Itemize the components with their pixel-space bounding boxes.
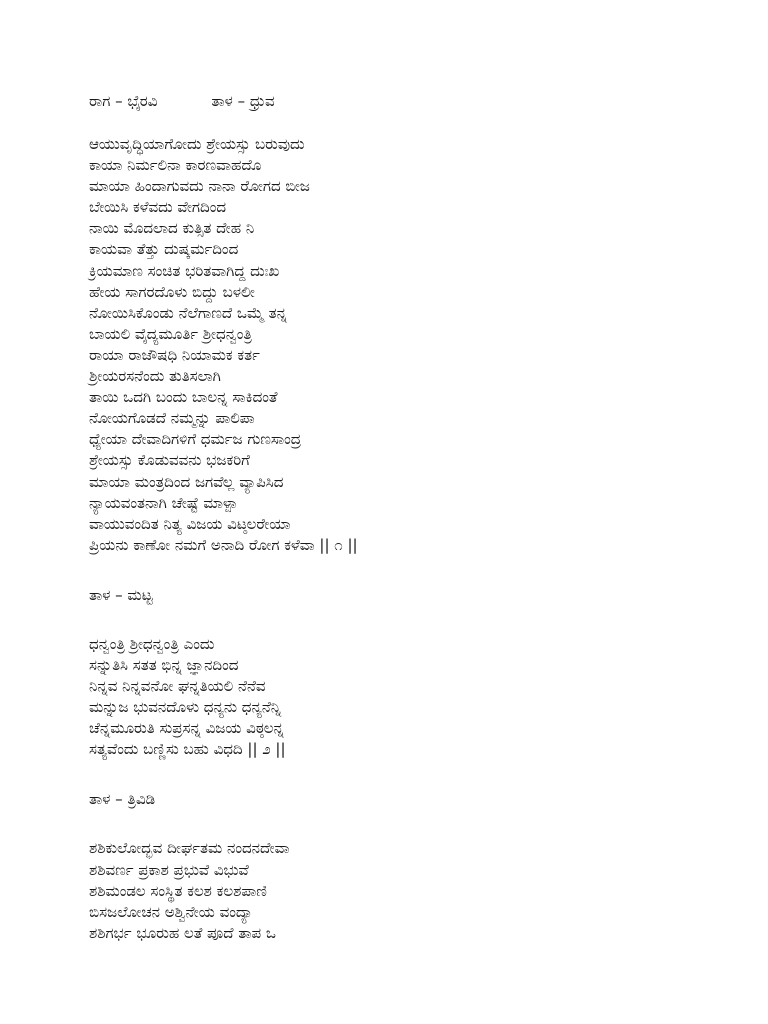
verse-line: ಕಾಯವಾ ತೆತ್ತು ದುಷ್ಕರ್ಮದಿಂದ [89,240,239,259]
section-heading-tala-trivida: ತಾಳ – ತ್ರಿವಿಡಿ [89,790,156,809]
verse-line: ಮಾಯಾ ಮಂತ್ರದಿಂದ ಜಗವೆಲ್ಲ ವ್ಯಾಪಿಸಿದ [89,472,284,491]
verse-line: ಮನ್ನುಜ ಭುವನದೊಳು ಧನ್ಯನು ಧನ್ಯನೆನ್ನಿ [89,698,282,717]
verse-line: ಬಾಯಲಿ ವೈದ್ಯಮೂರ್ತಿ ಶ್ರೀಧನ್ವಂತ್ರಿ [89,324,252,343]
verse-line: ಬೇಯಿಸಿ ಕಳೆವದು ವೇಗದಿಂದ [89,198,227,217]
verse-line: ವಾಯುವಂದಿತ ನಿತ್ಯ ವಿಜಯ ವಿಟ್ಠಲರೇಯಾ [89,514,291,533]
verse-section-2 [89,634,749,761]
verse-line: ಶಶಿಗರ್ಭ ಭೂರುಹ ಲತೆ ಪೂದೆ ತಾಪ ಒ [89,923,276,942]
verse-line: ನ್ಯಾಯವಂತನಾಗಿ ಚೇಷ್ಟೆ ಮಾಳ್ಪಾ [89,493,238,512]
verse-line: ಶ್ರೇಯಸ್ಸು ಕೊಡುವವನು ಭಜಕರಿಗೆ [89,451,250,470]
verse-line: ಧ್ಯೇಯಾ ದೇವಾದಿಗಳಿಗೆ ಧರ್ಮಜ ಗುಣಸಾಂದ್ರ [89,430,302,449]
verse-line: ಚೆನ್ನಮೂರುತಿ ಸುಪ್ರಸನ್ನ ವಿಜಯ ವಿಠ್ಠಲನ್ನ [89,719,284,738]
verse-line: ಪ್ರಿಯನು ಕಾಣೋ ನಮಗೆ ಅನಾದಿ ರೋಗ ಕಳೆವಾ || ೧ || [89,535,358,554]
verse-line: ಸನ್ನುತಿಸಿ ಸತತ ಭಿನ್ನ ಜ್ಞಾನದಿಂದ [89,655,239,674]
raga-label: ರಾಗ – ಭೈರವಿ [89,92,158,110]
verse-line: ಆಯುವೃದ್ಧಿಯಾಗೋದು ಶ್ರೇಯಸ್ಸು ಬರುವುದು [89,135,305,153]
document-page [89,90,749,944]
verse-section-3 [89,838,749,943]
verse-line: ಶಶಿಮಂಡಲ ಸಂಸ್ಥಿತ ಕಲಶ ಕಲಶಪಾಣಿ [89,881,267,900]
verse-line: ಶಶಿವರ್ಣ ಪ್ರಕಾಶ ಪ್ರಭುವೆ ವಿಭುವೆ [89,860,249,879]
verse-line: ಬಿಸಜಲೋಚನ ಅಶ್ವಿನೇಯ ವಂದ್ಯಾ [89,902,253,921]
verse-line: ರಾಯಾ ರಾಜೌಷಧಿ ನಿಯಾಮಕ ಕರ್ತ [89,345,260,364]
verse-line: ಹೇಯ ಸಾಗರದೊಳು ಬಿದ್ದು ಬಳಲೀ [89,282,255,301]
section-heading-tala-matta: ತಾಳ – ಮಟ್ಟ [89,585,153,604]
verse-line: ಸತ್ಯವೆಂದು ಬಣ್ಣಿಸು ಬಹು ವಿಧದಿ || ೨ || [89,740,286,759]
verse-line: ನಿನ್ನವ ನಿನ್ನವನೋ ಘನ್ನತಿಯಲಿ ನೆನೆವ [89,677,266,696]
verse-line: ಶಶಿಕುಲೋದ್ಭವ ದೀರ್ಘತಮ ನಂದನದೇವಾ [89,839,290,858]
verse-line: ಕ್ರಿಯಮಾಣ ಸಂಚಿತ ಭರಿತವಾಗಿದ್ದ ದುಃಖ [89,261,280,280]
verse-line: ಮಾಯಾ ಹಿಂದಾಗುವದು ನಾನಾ ರೋಗದ ಬೀಜ [89,177,310,196]
verse-line: ತಾಯಿ ಒದಗಿ ಬಂದು ಬಾಲನ್ನ ಸಾಕಿದಂತೆ [89,388,278,407]
raga-tala-header [89,90,749,112]
verse-line: ನೋಯಿಸಿಕೊಂಡು ನೆಲೆಗಾಣದೆ ಒಮ್ಮೆ ತನ್ನ [89,303,287,322]
verse-line: ನೋಯಗೊಡದೆ ನಮ್ಮನ್ನು ಪಾಲಿಪಾ [89,409,255,428]
verse-line: ಶ್ರೀಯರಸನೆಂದು ತುತಿಸಲಾಗಿ [89,367,221,386]
verse-line: ಕಾಯಾ ನಿರ್ಮಲಿನಾ ಕಾರಣವಾಹದೊ [89,156,262,175]
verse-line: ಧನ್ವಂತ್ರಿ ಶ್ರೀಧನ್ವಂತ್ರಿ ಎಂದು [89,634,215,653]
verse-section-1 [89,134,749,556]
tala-label: ತಾಳ – ಧ್ರುವ [211,92,275,110]
verse-line: ನಾಯಿ ಮೊದಲಾದ ಕುತ್ಸಿತ ದೇಹ ನಿ [89,219,255,238]
